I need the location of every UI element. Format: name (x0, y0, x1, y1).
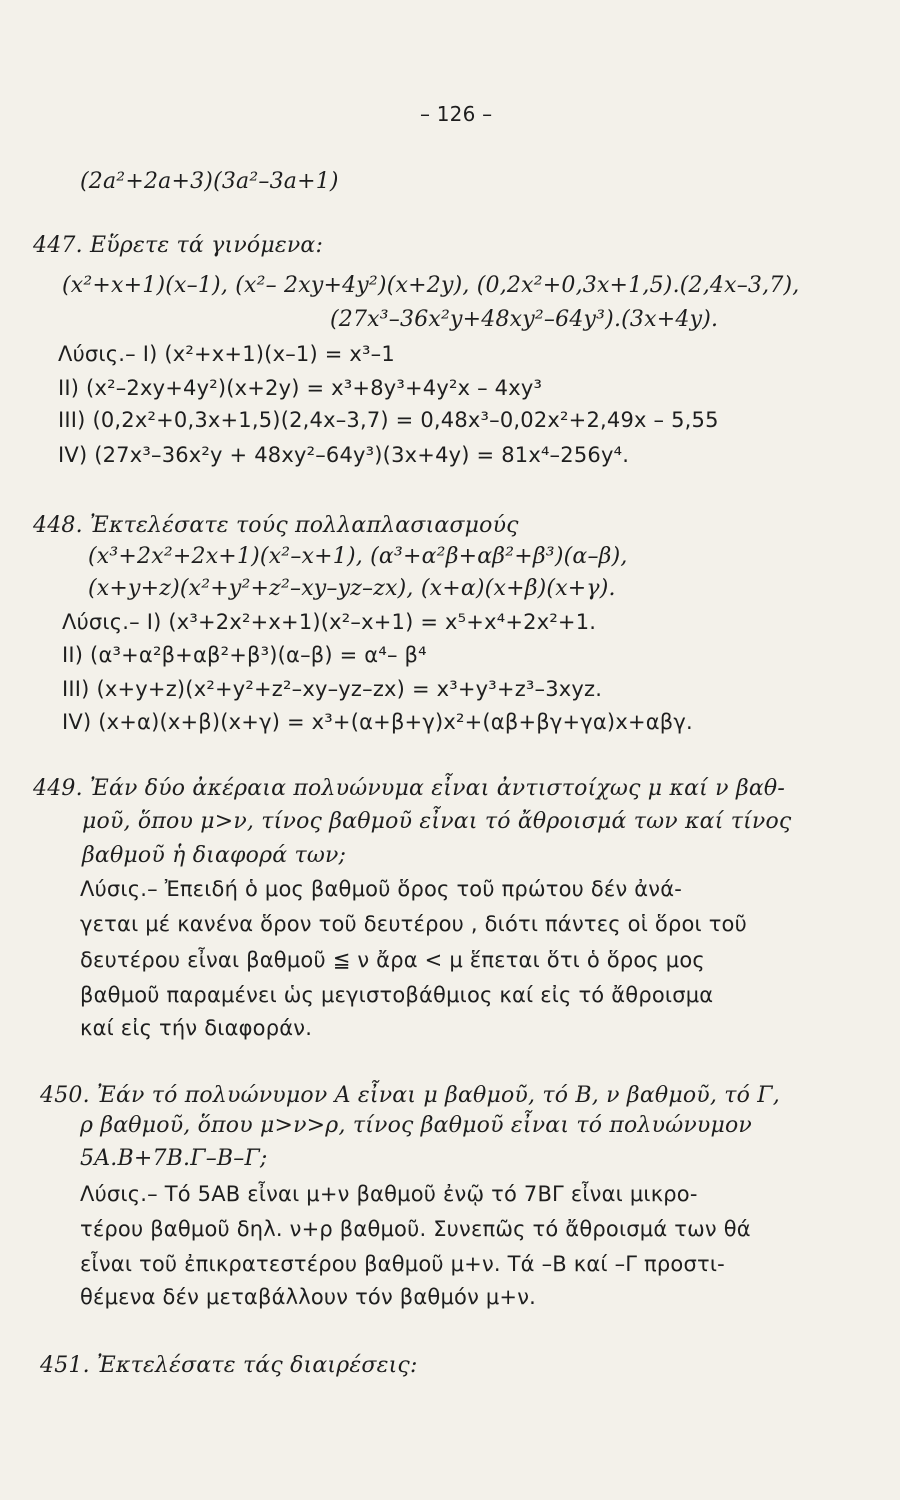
solution-447-iii: III) (0,2x²+0,3x+1,5)(2,4x–3,7) = 0,48x³–0,02x²+2,49x – 5,55 (58, 408, 719, 432)
exercise-450-line-1: 450. Ἐάν τό πολυώνυμον Α εἶναι μ βαθμοῦ, τό Β, ν βαθμοῦ, τό Γ, (40, 1083, 780, 1108)
solution-447-iv: IV) (27x³–36x²y + 48xy²–64y³)(3x+4y) = 81x⁴–256y⁴. (58, 443, 630, 467)
solution-450-line-4: θέμενα δέν μεταβάλλουν τόν βαθμόν μ+ν. (80, 1285, 537, 1309)
exercise-447-products-1: (x²+x+1)(x–1), (x²– 2xy+4y²)(x+2y), (0,2x²+0,3x+1,5).(2,4x–3,7), (62, 273, 800, 298)
page-number: – 126 – (420, 102, 493, 126)
solution-450-line-1: Λύσις.– Τό 5ΑΒ εἶναι μ+ν βαθμοῦ ἐνῷ τό 7ΒΓ εἶναι μικρο- (80, 1182, 698, 1206)
solution-447-i: Λύσις.– I) (x²+x+1)(x–1) = x³–1 (58, 342, 395, 366)
solution-449-line-2: γεται μέ κανένα ὅρον τοῦ δευτέρου , διότι πάντες οἱ ὅροι τοῦ (80, 912, 747, 936)
exercise-449-line-1: 449. Ἐάν δύο ἀκέραια πολυώνυμα εἶναι ἀντιστοίχως μ καί ν βαθ- (33, 776, 786, 801)
exercise-451-title: 451. Ἐκτελέσατε τάς διαιρέσεις: (40, 1353, 418, 1378)
solution-448-iv: IV) (x+α)(x+β)(x+γ) = x³+(α+β+γ)x²+(αβ+βγ+γα)x+αβγ. (62, 710, 693, 734)
exercise-450-line-2: ρ βαθμοῦ, ὅπου μ>ν>ρ, τίνος βαθμοῦ εἶναι τό πολυώνυμον (80, 1113, 753, 1138)
exercise-448-products-1: (x³+2x²+2x+1)(x²–x+1), (α³+α²β+αβ²+β³)(α–β), (88, 544, 628, 569)
solution-449-line-4: βαθμοῦ παραμένει ὡς μεγιστοβάθμιος καί εἰς τό ἄθροισμα (80, 983, 714, 1007)
solution-450-line-3: εἶναι τοῦ ἐπικρατεστέρου βαθμοῦ μ+ν. Τά –Β καί –Γ προστι- (80, 1252, 725, 1276)
exercise-448-products-2: (x+y+z)(x²+y²+z²–xy–yz–zx), (x+α)(x+β)(x+γ). (88, 576, 616, 601)
exercise-449-line-3: βαθμοῦ ἡ διαφορά των; (82, 843, 347, 868)
solution-449-line-5: καί εἰς τήν διαφοράν. (80, 1016, 313, 1040)
carried-expression: (2a²+2a+3)(3a²–3a+1) (80, 169, 339, 194)
solution-448-i: Λύσις.– I) (x³+2x²+x+1)(x²–x+1) = x⁵+x⁴+2x²+1. (62, 610, 597, 634)
solution-450-line-2: τέρου βαθμοῦ δηλ. ν+ρ βαθμοῦ. Συνεπῶς τό ἄθροισμά των θά (80, 1217, 751, 1241)
exercise-449-line-2: μοῦ, ὅπου μ>ν, τίνος βαθμοῦ εἶναι τό ἄθροισμά των καί τίνος (82, 809, 792, 834)
solution-448-ii: II) (α³+α²β+αβ²+β³)(α–β) = α⁴– β⁴ (62, 643, 427, 667)
solution-449-line-3: δευτέρου εἶναι βαθμοῦ ≦ ν ἄρα < μ ἕπεται ὅτι ὁ ὅρος μος (80, 948, 705, 972)
exercise-450-line-3: 5Α.Β+7Β.Γ–Β–Γ; (80, 1146, 268, 1171)
exercise-447-title: 447. Εὕρετε τά γινόμενα: (33, 233, 324, 258)
solution-447-ii: II) (x²–2xy+4y²)(x+2y) = x³+8y³+4y²x – 4xy³ (58, 376, 543, 400)
solution-448-iii: III) (x+y+z)(x²+y²+z²–xy–yz–zx) = x³+y³+z³–3xyz. (62, 677, 603, 701)
exercise-448-title: 448. Ἐκτελέσατε τούς πολλαπλασιασμούς (33, 513, 519, 538)
exercise-447-products-2: (27x³–36x²y+48xy²–64y³).(3x+4y). (330, 307, 719, 332)
solution-449-line-1: Λύσις.– Ἐπειδή ὁ μος βαθμοῦ ὅρος τοῦ πρώτου δέν ἀνά- (80, 877, 683, 901)
